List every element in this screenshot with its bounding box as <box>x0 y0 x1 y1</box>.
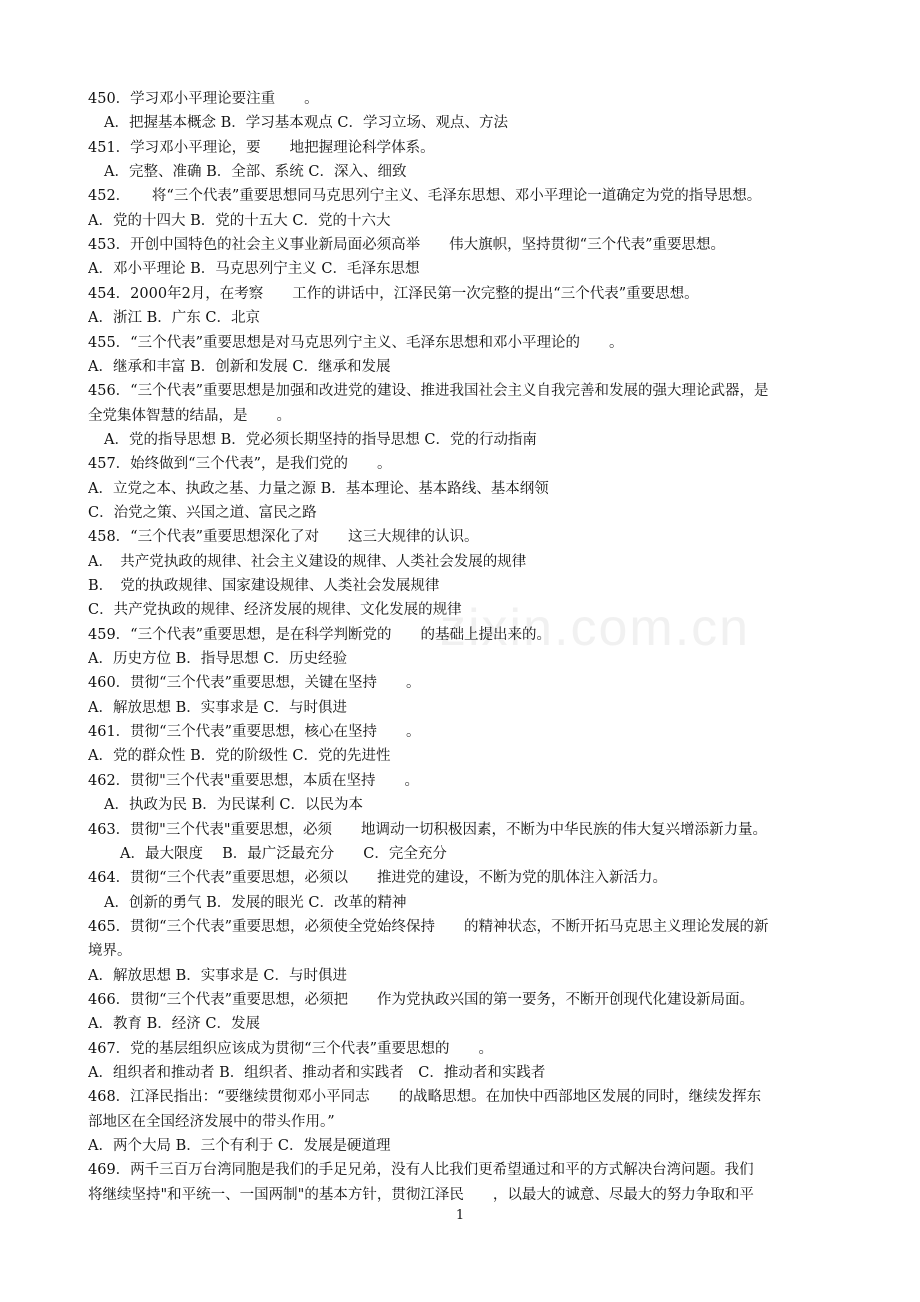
text-line: 465．贯彻“三个代表”重要思想，必须使全党始终保持 的精神状态，不断开拓马克思主义理论发展的新 <box>88 918 769 935</box>
text-line: 460．贯彻“三个代表”重要思想，关键在坚持 。 <box>88 675 421 692</box>
text-line: 461．贯彻“三个代表”重要思想，核心在坚持 。 <box>88 724 421 741</box>
text-line: C．共产党执政的规律、经济发展的规律、文化发展的规律 <box>88 602 462 619</box>
text-line: 466．贯彻“三个代表”重要思想，必须把 作为党执政兴国的第一要务，不断开创现代化建设新局面。 <box>88 991 754 1008</box>
text-line: 全党集体智慧的结晶，是 。 <box>88 407 291 424</box>
text-line: 455．“三个代表”重要思想是对马克思列宁主义、毛泽东思想和邓小平理论的 。 <box>88 334 624 351</box>
text-line: A． 共产党执政的规律、社会主义建设的规律、人类社会发展的规律 <box>88 553 527 570</box>
watermark: zixin.com.cn <box>440 599 751 657</box>
text-line: 450．学习邓小平理论要注重 。 <box>88 91 319 107</box>
text-line: 463．贯彻"三个代表"重要思想，必须 地调动一切积极因素，不断为中华民族的伟大复兴增添新力量。 <box>88 821 768 838</box>
text-line: 456．“三个代表”重要思想是加强和改进党的建设、推进我国社会主义自我完善和发展的强大理论武器，是 <box>88 383 769 400</box>
text-line: 部地区在全国经济发展中的带头作用。” <box>88 1113 335 1130</box>
text-line: A．浙江 B．广东 C．北京 <box>88 310 260 327</box>
text-line: A．解放思想 B．实事求是 C．与时俱进 <box>88 699 347 716</box>
text-line: 451．学习邓小平理论，要 地把握理论科学体系。 <box>88 139 435 156</box>
text-line: 459．“三个代表”重要思想，是在科学判断党的 的基础上提出来的。 <box>88 626 551 643</box>
text-line: 452． 将“三个代表”重要思想同马克思列宁主义、毛泽东思想、邓小平理论一道确定为党的指导思想。 <box>88 188 762 205</box>
text-line: B． 党的执政规律、国家建设规律、人类社会发展规律 <box>88 578 440 594</box>
text-line: A．党的十四大 B．党的十五大 C．党的十六大 <box>88 212 391 229</box>
text-line: C．治党之策、兴国之道、富民之路 <box>88 504 317 521</box>
text-line: A．最大限度 B．最广泛最充分 C．完全充分 <box>120 845 447 862</box>
text-line: 457．始终做到“三个代表”，是我们党的 。 <box>88 456 392 473</box>
text-line: A．教育 B．经济 C．发展 <box>88 1016 260 1033</box>
text-line: A．两个大局 B．三个有利于 C．发展是硬道理 <box>88 1138 391 1155</box>
text-line: A．完整、准确 B．全部、系统 C．深入、细致 <box>104 164 407 181</box>
text-line: 468．江泽民指出：“要继续贯彻邓小平同志 的战略思想。在加快中西部地区发展的同时，继续发挥东 <box>88 1089 762 1106</box>
text-line: A．立党之本、执政之基、力量之源 B．基本理论、基本路线、基本纲领 <box>88 480 549 497</box>
text-line: A．历史方位 B．指导思想 C．历史经验 <box>88 651 347 668</box>
text-line: A．党的指导思想 B．党必须长期坚持的指导思想 C．党的行动指南 <box>104 431 537 448</box>
text-line: A．党的群众性 B．党的阶级性 C．党的先进性 <box>88 748 391 765</box>
text-line: A．邓小平理论 B．马克思列宁主义 C．毛泽东思想 <box>88 261 420 278</box>
text-line: A．把握基本概念 B．学习基本观点 C．学习立场、观点、方法 <box>104 115 508 132</box>
text-line: 467．党的基层组织应该成为贯彻“三个代表”重要思想的 。 <box>88 1040 493 1057</box>
text-line: A．继承和丰富 B．创新和发展 C．继承和发展 <box>88 358 391 375</box>
text-line: 462．贯彻"三个代表"重要思想，本质在坚持 。 <box>88 772 420 789</box>
text-line: A．组织者和推动者 B．组织者、推动者和实践者 C．推动者和实践者 <box>88 1065 546 1081</box>
text-line: 将继续坚持"和平统一、一国两制"的基本方针，贯彻江泽民 ，以最大的诚意、尽最大的努力争取和平 <box>88 1186 754 1203</box>
page-number: 1 <box>455 1208 465 1223</box>
text-line: 453．开创中国特色的社会主义事业新局面必须高举 伟大旗帜，坚持贯彻“三个代表”重要思想。 <box>88 237 725 254</box>
text-line: 境界。 <box>88 943 132 960</box>
text-line: A．创新的勇气 B．发展的眼光 C．改革的精神 <box>104 894 407 911</box>
text-line: 464．贯彻“三个代表”重要思想，必须以 推进党的建设，不断为党的肌体注入新活力。 <box>88 870 667 887</box>
text-line: 458．“三个代表”重要思想深化了对 这三大规律的认识。 <box>88 529 479 546</box>
text-line: A．执政为民 B．为民谋利 C．以民为本 <box>104 797 363 814</box>
text-line: 469．两千三百万台湾同胞是我们的手足兄弟，没有人比我们更希望通过和平的方式解决台湾问题。我们 <box>88 1162 754 1179</box>
text-line: A．解放思想 B．实事求是 C．与时俱进 <box>88 967 347 984</box>
text-line: 454．2000年2月，在考察 工作的讲话中，江泽民第一次完整的提出“三个代表”重要思想。 <box>88 285 699 302</box>
